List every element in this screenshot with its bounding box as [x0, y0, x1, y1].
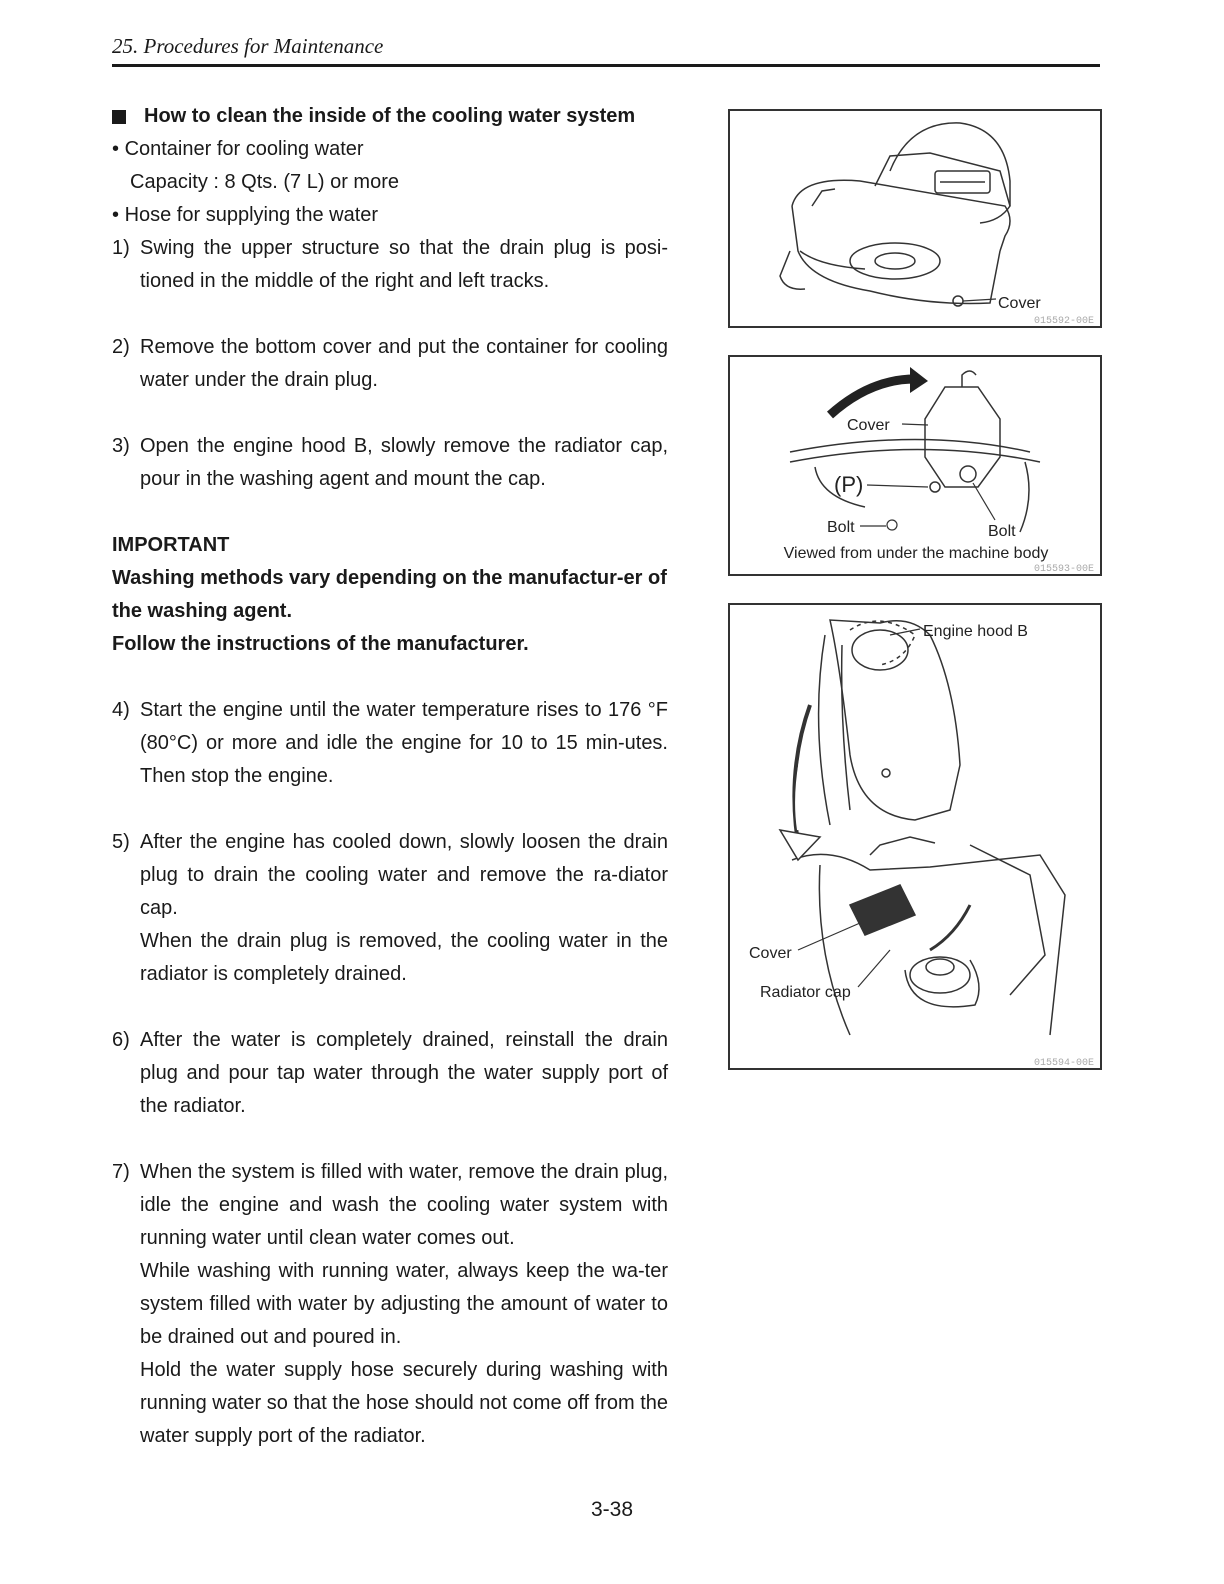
rotation-arrow-icon: [830, 379, 915, 415]
radiator-cap-label: Radiator cap: [760, 984, 851, 1001]
important-heading: IMPORTANT: [112, 534, 230, 556]
step-7: 7) When the system is filled with water, remove the drain plug, idle the engine and wash the cooling water system with running water until clean water comes out. While washing with running water, always keep the wa-ter system filled with water by adjusting the amount of water to be drained out and poured in. Hold the water supply hose securely during washing with running water so that the hose should not come off from the water supply port of the radiator.: [112, 1161, 668, 1447]
cover-label: Cover: [847, 417, 890, 434]
section-title: [112, 100, 668, 133]
step-4: 4) Start the engine until the water temperature rises to 176 °F (80°C) or more and idle the engine for 10 to 15 min-utes. Then stop the engine.: [112, 699, 668, 787]
figure-code: 015594-00E: [1033, 1058, 1094, 1068]
engine-hood-panel: [830, 620, 960, 820]
step-3: 3) Open the engine hood B, slowly remove the radiator cap, pour in the washing agent and mount the cap.: [112, 435, 668, 490]
list-item: • Hose for supplying the water: [112, 204, 379, 226]
machine-underside-drawing: [780, 123, 1010, 306]
step-2: 2) Remove the bottom cover and put the container for cooling water under the drain plug.: [112, 336, 668, 391]
step-5: 5) After the engine has cooled down, slowly loosen the drain plug to drain the cooling water and remove the ra-diator cap. When the drain plug is removed, the cooling water in the radiator is completely drained.: [112, 831, 668, 985]
cover-plate: [925, 387, 1000, 487]
figure-caption: Viewed from under the machine body: [783, 545, 1049, 562]
section-title-text: How to clean the inside of the cooling water system: [144, 105, 636, 127]
bolt-label-right: Bolt: [988, 523, 1016, 540]
figure-cover-detail: [728, 355, 1102, 576]
section-header: 25. Procedures for Maintenance: [112, 34, 384, 58]
list-item: • Container for cooling water: [112, 138, 364, 160]
header-divider: [112, 64, 1100, 67]
down-arrow-icon: [780, 830, 820, 860]
step-1: 1) Swing the upper structure so that the drain plug is posi-tioned in the middle of the right and left tracks.: [112, 237, 668, 292]
engine-hood-label: Engine hood B: [923, 623, 1028, 640]
step-6: 6) After the water is completely drained, reinstall the drain plug and pour tap water through the water supply port of the radiator.: [112, 1029, 668, 1117]
figure-code: 015593-00E: [1033, 564, 1094, 574]
figure-code: 015592-00E: [1033, 316, 1094, 326]
instruction-column: [112, 100, 668, 1453]
page-number: 3-38: [590, 1498, 634, 1521]
p-label: (P): [834, 472, 864, 497]
figure-underside: [728, 109, 1102, 328]
bolt-label-left: Bolt: [827, 519, 855, 536]
important-note: Washing methods vary depending on the manufactur-er of the washing agent.: [112, 567, 667, 622]
figure-engine-hood: [728, 603, 1102, 1070]
capacity-note: Capacity : 8 Qts. (7 L) or more: [130, 171, 399, 193]
cover-label: Cover: [749, 945, 792, 962]
cover-label: Cover: [998, 295, 1041, 312]
important-note: Follow the instructions of the manufacturer.: [112, 633, 529, 655]
square-bullet-icon: [112, 110, 126, 124]
